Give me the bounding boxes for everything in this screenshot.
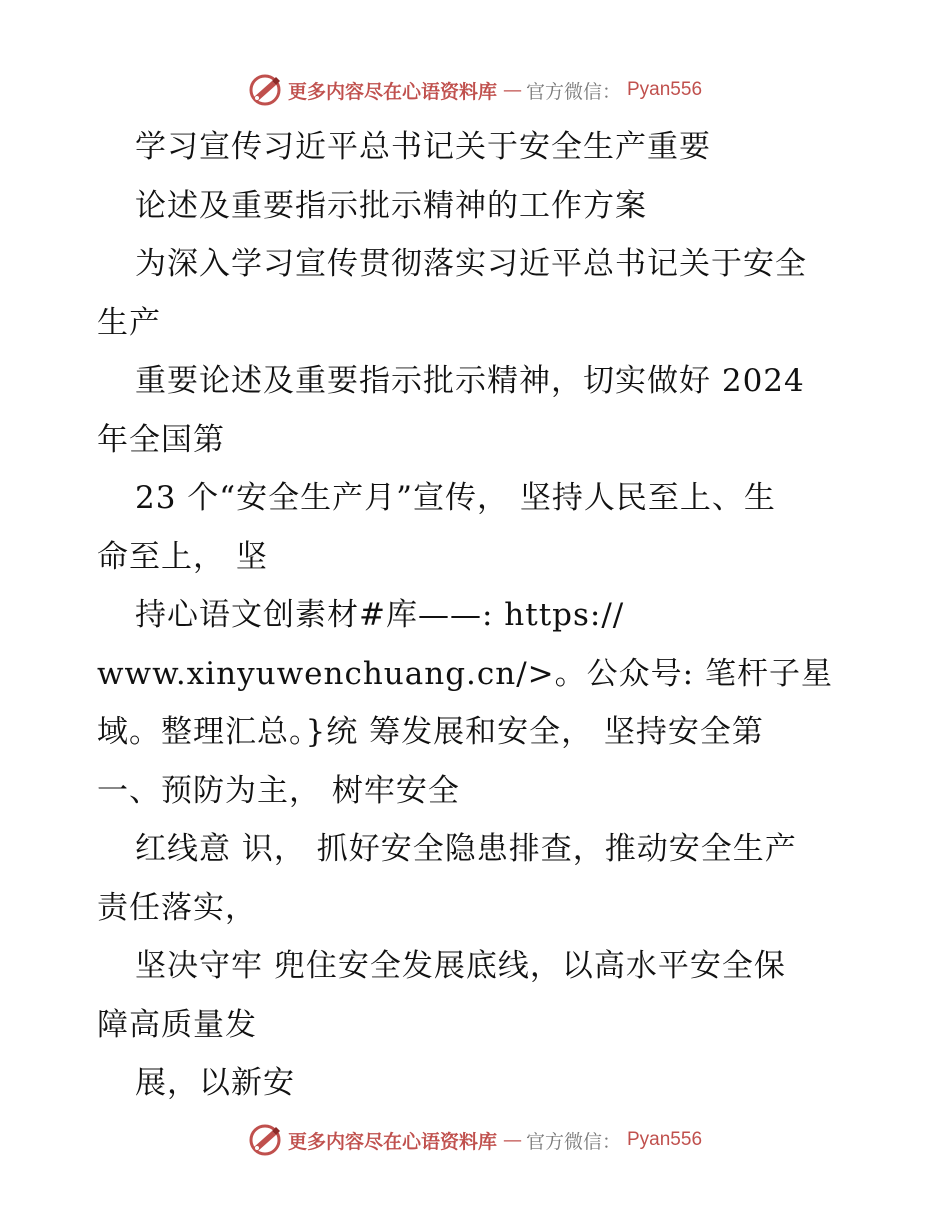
banner-account-id: Pyan556 <box>627 79 703 100</box>
doc-line: 论述及重要指示批示精神的工作方案 <box>135 187 647 224</box>
doc-line: 障高质量发 <box>97 1006 257 1043</box>
doc-line: 展，以新安 <box>135 1065 295 1101</box>
banner-official-label: 官方微信： <box>525 80 621 103</box>
doc-line: 红线意 识， 抓好安全隐患排查，推动安全生产 <box>135 831 797 867</box>
pen-logo-icon <box>248 1123 282 1157</box>
footer-watermark-banner <box>0 1120 950 1160</box>
banner-account-id: Pyan556 <box>627 1129 703 1150</box>
header-watermark-banner <box>0 70 950 110</box>
doc-line: 域。整理汇总。}统 筹发展和安全， 坚持安全第 <box>97 714 764 750</box>
pen-logo-icon <box>248 73 282 107</box>
banner-separator: — <box>502 1129 520 1151</box>
banner-promo-text: 更多内容尽在心语资料库 <box>287 80 497 103</box>
doc-line: 生产 <box>97 304 161 341</box>
document-body <box>97 118 857 1113</box>
doc-line: 年全国第 <box>97 421 225 458</box>
doc-line: 23 个“安全生产月”宣传， 坚持人民至上、生 <box>135 480 776 516</box>
doc-line: 责任落实， <box>97 889 257 926</box>
doc-line: 为深入学习宣传贯彻落实习近平总书记关于安全 <box>135 246 807 282</box>
doc-line: 学习宣传习近平总书记关于安全生产重要 <box>135 129 711 165</box>
banner-official-label: 官方微信： <box>525 1130 621 1153</box>
doc-line: 持心语文创素材#库——: https:// <box>135 597 625 633</box>
doc-line: 一、预防为主， 树牢安全 <box>97 772 460 809</box>
doc-line: www.xinyuwenchuang.cn/>。公众号: 笔杆子星 <box>97 655 833 692</box>
banner-separator: — <box>502 79 520 101</box>
doc-line: 命至上， 坚 <box>97 538 268 575</box>
banner-promo-text: 更多内容尽在心语资料库 <box>287 1130 497 1153</box>
doc-line: 重要论述及重要指示批示精神，切实做好 2024 <box>135 363 805 399</box>
doc-line: 坚决守牢 兜住安全发展底线，以高水平安全保 <box>135 948 786 984</box>
